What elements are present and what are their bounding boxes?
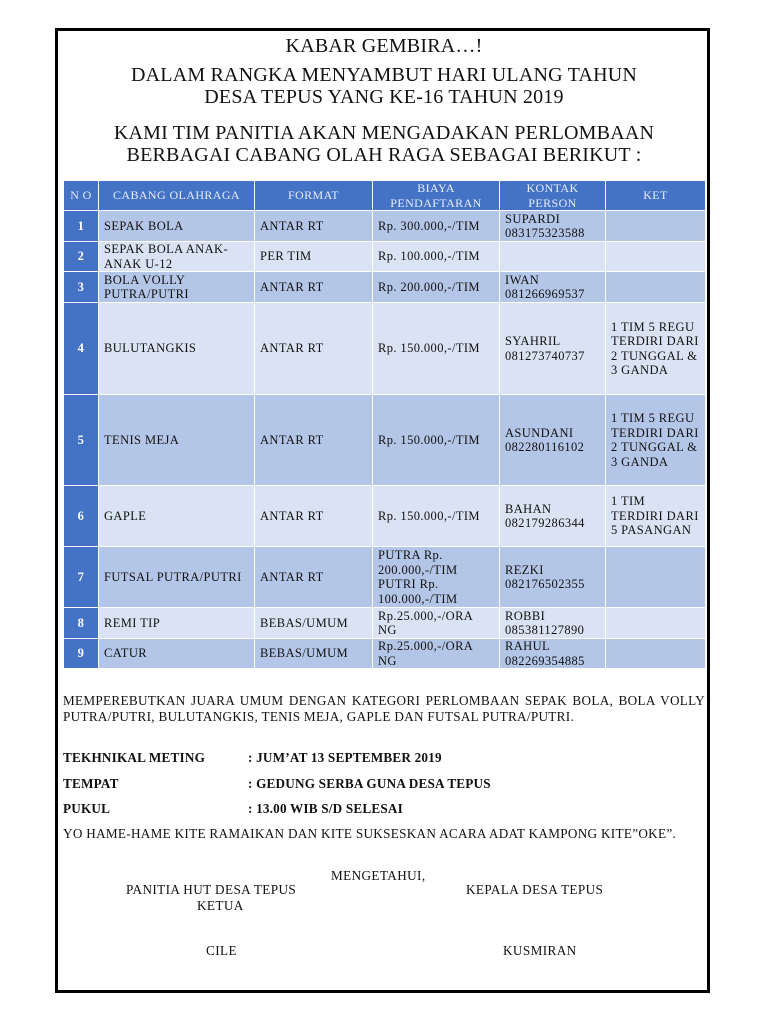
biaya-cell: PUTRA Rp. 200.000,-/TIM PUTRI Rp. 100.000,-/TIM [373,547,500,608]
row-number: 6 [64,486,99,547]
row-number: 5 [64,395,99,486]
biaya-cell: Rp.25.000,-/ORA NG [373,639,500,669]
announcement-line-1: KAMI TIM PANITIA AKAN MENGADAKAN PERLOMBAAN [113,122,655,144]
kontak-cell: BAHAN 082179286344 [500,486,606,547]
col-header-cabang: CABANG OLAHRAGA [99,181,255,211]
table-row [64,395,706,486]
biaya-cell: Rp. 100.000,-/TIM [373,242,500,272]
ket-cell [606,639,706,669]
table-row [64,547,706,608]
row-number: 3 [64,272,99,303]
format-cell: ANTAR RT [255,211,373,242]
cabang-cell: CATUR [99,639,255,669]
format-cell: BEBAS/UMUM [255,608,373,639]
row-number: 7 [64,547,99,608]
ket-cell: 1 TIM 5 REGU TERDIRI DARI 2 TUNGGAL & 3 GANDA [606,395,706,486]
mengetahui-label: MENGETAHUI, [331,868,426,883]
table-row [64,608,706,639]
row-number: 2 [64,242,99,272]
headline: KABAR GEMBIRA…! [285,35,483,57]
info-label: TEKHNIKAL METING [63,750,206,765]
table-row [64,639,706,669]
competition-table [63,180,706,669]
intro-heading [0,64,768,108]
biaya-cell: Rp. 150.000,-/TIM [373,303,500,395]
kontak-cell: SYAHRIL 081273740737 [500,303,606,395]
table-row [64,211,706,242]
biaya-cell: Rp. 300.000,-/TIM [373,211,500,242]
row-number: 8 [64,608,99,639]
col-header-format: FORMAT [255,181,373,211]
cabang-cell: TENIS MEJA [99,395,255,486]
announcement-line-2: BERBAGAI CABANG OLAH RAGA SEBAGAI BERIKUT : [126,144,642,166]
table-row [64,272,706,303]
row-number: 1 [64,211,99,242]
format-cell: ANTAR RT [255,303,373,395]
announcement-heading [0,122,768,166]
ket-cell [606,547,706,608]
biaya-cell: Rp. 150.000,-/TIM [373,486,500,547]
kontak-cell: REZKI 082176502355 [500,547,606,608]
ket-cell: 1 TIM TERDIRI DARI 5 PASANGAN [606,486,706,547]
cabang-cell: GAPLE [99,486,255,547]
col-header-ket: KET [606,181,706,211]
cabang-cell: BOLA VOLLY PUTRA/PUTRI [99,272,255,303]
left-signatory-name: CILE [206,943,237,958]
ket-cell [606,242,706,272]
table-row [64,242,706,272]
format-cell: ANTAR RT [255,395,373,486]
left-signatory-role: KETUA [197,898,244,913]
biaya-cell: Rp. 200.000,-/TIM [373,272,500,303]
format-cell: ANTAR RT [255,547,373,608]
ket-cell [606,608,706,639]
right-signatory-title: KEPALA DESA TEPUS [466,882,604,897]
kontak-cell: IWAN 081266969537 [500,272,606,303]
biaya-cell: Rp.25.000,-/ORA NG [373,608,500,639]
table-row [64,486,706,547]
cabang-cell: SEPAK BOLA ANAK-ANAK U-12 [99,242,255,272]
format-cell: ANTAR RT [255,486,373,547]
kontak-cell [500,242,606,272]
kontak-cell: RAHUL 082269354885 [500,639,606,669]
intro-line-2: DESA TEPUS YANG KE-16 TAHUN 2019 [204,86,564,108]
row-number: 9 [64,639,99,669]
right-signatory-name: KUSMIRAN [503,943,577,958]
col-header-no: N O [64,181,99,211]
info-value: : JUM’AT 13 SEPTEMBER 2019 [248,750,442,765]
closing-paragraph: YO HAME-HAME KITE RAMAIKAN DAN KITE SUKSESKAN ACARA ADAT KAMPONG KITE”OKE”. [63,826,677,841]
row-number: 4 [64,303,99,395]
biaya-cell: Rp. 150.000,-/TIM [373,395,500,486]
intro-line-1: DALAM RANGKA MENYAMBUT HARI ULANG TAHUN [130,64,638,86]
ket-cell [606,211,706,242]
col-header-kontak: KONTAK PERSON [500,181,606,211]
main-paragraph: MEMPEREBUTKAN JUARA UMUM DENGAN KATEGORI PERLOMBAAN SEPAK BOLA, BOLA VOLLY PUTRA/PUTRI, BULUTANGKIS, TENIS MEJA, GAPLE DAN FUTSAL PUTRA/PUTRI. [63,693,705,724]
ket-cell: 1 TIM 5 REGU TERDIRI DARI 2 TUNGGAL & 3 GANDA [606,303,706,395]
cabang-cell: FUTSAL PUTRA/PUTRI [99,547,255,608]
format-cell: ANTAR RT [255,272,373,303]
cabang-cell: BULUTANGKIS [99,303,255,395]
col-header-biaya: BIAYA PENDAFTARAN [373,181,500,211]
left-signatory-title: PANITIA HUT DESA TEPUS [126,882,297,897]
format-cell: BEBAS/UMUM [255,639,373,669]
format-cell: PER TIM [255,242,373,272]
ket-cell [606,272,706,303]
info-value: : GEDUNG SERBA GUNA DESA TEPUS [248,776,491,791]
kontak-cell: SUPARDI 083175323588 [500,211,606,242]
table-row [64,303,706,395]
info-value: : 13.00 WIB S/D SELESAI [248,801,403,816]
info-label: TEMPAT [63,776,119,791]
cabang-cell: SEPAK BOLA [99,211,255,242]
info-label: PUKUL [63,801,111,816]
kontak-cell: ASUNDANI 082280116102 [500,395,606,486]
kontak-cell: ROBBI 085381127890 [500,608,606,639]
cabang-cell: REMI TIP [99,608,255,639]
table-header-row [64,181,706,211]
